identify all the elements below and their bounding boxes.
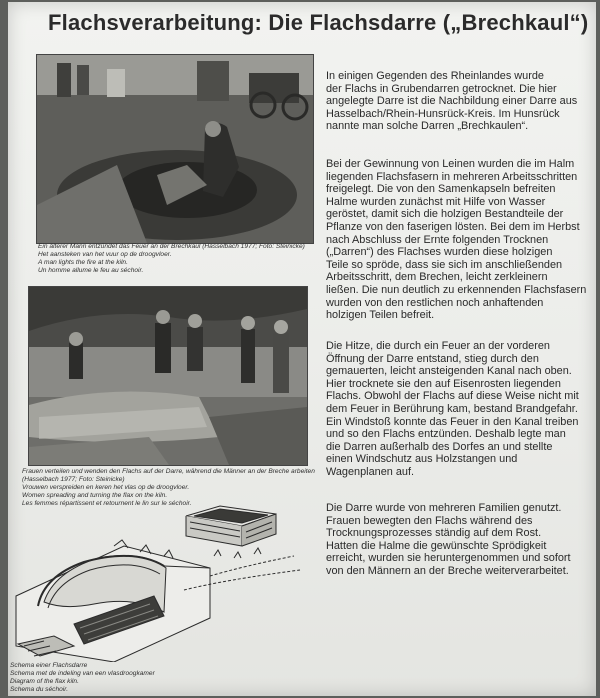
text-line: und so den Flachs entzünden. Deshalb legte man: [326, 428, 566, 441]
text-line: Teile so spröde, dass sie sich im anschließenden: [326, 258, 563, 271]
text-line: freigelegt. Die von den Samenkapseln befreiten: [326, 183, 556, 196]
text-line: Hier trocknete sie den auf Eisenrosten liegenden: [326, 377, 561, 390]
text-line: nach Abschluss der Ernte folgenden Trocknen: [326, 233, 549, 246]
photo-man-lighting-fire: [36, 54, 314, 244]
text-line: nannte man solche Darren „Brechkaulen“.: [326, 120, 529, 133]
paragraph-families: [326, 502, 600, 578]
text-line: holzigen Teilen befreit.: [326, 309, 435, 322]
paragraph-heat: [326, 340, 600, 479]
text-line: Frauen bewegten den Flachs während des: [326, 514, 533, 527]
caption-line: Ein älterer Mann entzündet das Feuer an der Brechkaul (Hasselbach 1977; Foto: Steinicke): [38, 243, 305, 250]
text-line: geröstet, damit sich die holzigen Bestandteile der: [326, 208, 564, 221]
text-line: Wagenplanen auf.: [326, 465, 414, 478]
caption-line: Les femmes répartissent et retournent le lin sur le séchoir.: [22, 500, 192, 508]
caption-line: Un homme allume le feu au séchoir.: [38, 267, 144, 275]
caption-line: Frauen verteilen und wenden den Flachs auf der Darre, während die Männer an der Breche arbeiten: [22, 468, 315, 475]
text-line: die Darren außerhalb des Dorfes an und stellte: [326, 440, 553, 453]
caption-line: Diagram of the flax kiln.: [10, 678, 79, 686]
caption-line: Women spreading and turning the flax on the kiln.: [22, 492, 168, 500]
text-line: Hatten die Halme die gewünschte Sprödigkeit: [326, 539, 547, 552]
text-line: Halme wurden zunächst mit Hilfe von Wasser: [326, 195, 546, 208]
text-line: Öffnung der Darre entstand, stieg durch den: [326, 352, 539, 365]
text-line: wurden von den restlichen noch anhaftenden: [326, 296, 544, 309]
caption-line: Schema met de indeling van een vlasdroogkamer: [10, 670, 155, 678]
text-line: liegenden Flachsfasern in mehreren Arbeitsschritten: [326, 170, 578, 183]
caption-line: Het aansteken van het vuur op de droogvloer.: [38, 251, 172, 259]
text-line: („Darren“) des Flachses wurden diese holzigen: [326, 246, 553, 259]
caption-line: Vrouwen verspreiden en keren het vlas op de droogvloer.: [22, 484, 190, 492]
text-line: erreicht, wurden sie heruntergenommen und sofort: [326, 552, 571, 565]
text-line: Die Hitze, die durch ein Feuer an der vorderen: [326, 340, 550, 352]
diagram-caption: [10, 662, 155, 694]
text-line: Pflanze von den faserigen lösten. Bei dem im Herbst: [326, 220, 580, 233]
text-line: gemauerten, leicht ansteigenden Kanal nach oben.: [326, 365, 572, 378]
caption-line: Schema du séchoir.: [10, 686, 69, 694]
page-title: Flachsverarbeitung: Die Flachsdarre („Brechkaul“): [48, 10, 589, 35]
text-line: dem Feuer in Berührung kam, bestand Brandgefahr.: [326, 402, 578, 415]
photo-caption-1: [38, 243, 305, 275]
caption-line: Schema einer Flachsdarre: [10, 662, 88, 669]
text-line: Hasselbach/Rhein-Hunsrück-Kreis. Im Hunsrück: [326, 107, 560, 120]
text-line: von den Männern an der Breche weiterverarbeitet.: [326, 564, 569, 577]
text-line: Flachs. Obwohl der Flachs auf diese Weise nicht mit: [326, 390, 579, 403]
text-line: Ein Windstoß konnte das Feuer in den Kanal treiben: [326, 415, 579, 428]
text-line: Arbeitsschritt, dem Brechen, leicht zerkleinern: [326, 271, 548, 284]
text-line: Trocknungsprozesses ständig auf dem Rost.: [326, 527, 542, 540]
text-line: In einigen Gegenden des Rheinlandes wurde: [326, 70, 544, 82]
text-line: Bei der Gewinnung von Leinen wurden die im Halm: [326, 158, 575, 170]
paragraph-process: [326, 158, 600, 322]
paragraph-intro: [326, 70, 600, 133]
caption-line: (Hasselbach 1977; Foto: Steinicke): [22, 476, 125, 484]
text-line: der Flachs in Grubendarren getrocknet. Die hier: [326, 82, 557, 95]
information-board: [8, 2, 596, 696]
photo-women-turning-flax: [28, 286, 308, 466]
text-line: angelegte Darre ist die Nachbildung einer Darre aus: [326, 95, 578, 108]
flax-kiln-diagram: [14, 496, 304, 662]
text-line: Die Darre wurde von mehreren Familien genutzt.: [326, 502, 562, 514]
text-line: einen Windschutz aus Holzstangen und: [326, 453, 518, 466]
caption-line: A man lights the fire at the kiln.: [38, 259, 128, 267]
text-line: ließen. Die nun deutlich zu erkennenden Flachsfasern: [326, 283, 587, 296]
